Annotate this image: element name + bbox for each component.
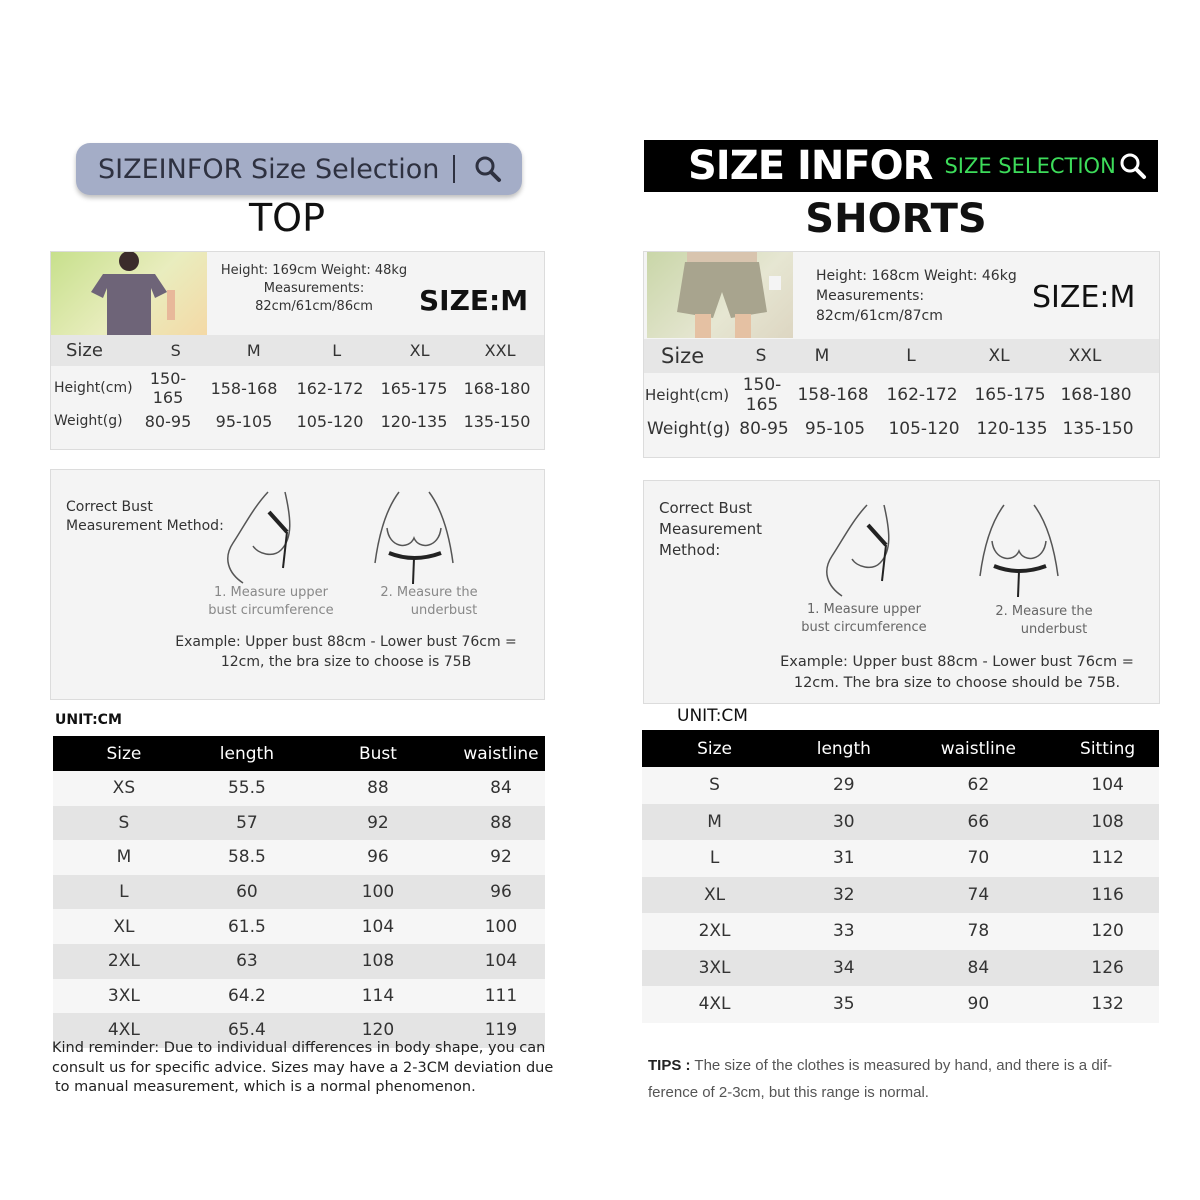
table-cell: 66 bbox=[900, 804, 1056, 841]
shorts-model-line2: Measurements: bbox=[816, 288, 925, 304]
top-bust-example bbox=[161, 632, 531, 672]
cell: 158-168 bbox=[797, 385, 869, 405]
size-header-cell: S bbox=[755, 346, 767, 366]
top-unit-label: UNIT:CM bbox=[55, 712, 122, 728]
top-model-line3: 82cm/61cm/86cm bbox=[255, 299, 373, 314]
table-cell: 2XL bbox=[642, 913, 787, 950]
cell: 120-135 bbox=[380, 411, 448, 431]
table-cell: 96 bbox=[457, 875, 545, 910]
example-line1: Example: Upper bust 88cm - Lower bust 76cm = bbox=[780, 654, 1134, 670]
cell: 150-165 bbox=[742, 375, 782, 415]
table-cell: M bbox=[642, 804, 787, 841]
table-row bbox=[53, 909, 545, 944]
col-header: Size bbox=[53, 736, 195, 771]
table-cell: 62 bbox=[900, 767, 1056, 804]
step1-caption bbox=[784, 601, 944, 637]
cell: 120-135 bbox=[976, 419, 1048, 439]
step2-line2: underbust bbox=[410, 603, 478, 618]
shorts-banner-main: SIZE INFOR bbox=[688, 143, 933, 189]
table-cell: 3XL bbox=[642, 950, 787, 987]
table-row bbox=[642, 804, 1159, 841]
top-measurement-table bbox=[53, 736, 545, 1048]
top-reminder bbox=[52, 1039, 572, 1098]
bust-title-line1: Correct Bust bbox=[66, 499, 153, 515]
table-cell: 2XL bbox=[53, 944, 195, 979]
example-line1: Example: Upper bust 88cm - Lower bust 76cm = bbox=[175, 634, 517, 650]
reminder-line2: consult us for specific advice. Sizes may have a 2-3CM deviation due bbox=[52, 1059, 554, 1076]
table-cell: 32 bbox=[787, 877, 900, 914]
cell: 158-168 bbox=[210, 378, 278, 398]
table-cell: 111 bbox=[457, 979, 545, 1014]
table-cell: XL bbox=[642, 877, 787, 914]
table-cell: 120 bbox=[299, 1013, 457, 1048]
row-label: Height(cm) bbox=[645, 386, 730, 404]
table-cell: XS bbox=[53, 771, 195, 806]
search-icon bbox=[473, 154, 503, 184]
col-header: Sitting bbox=[1056, 730, 1159, 767]
cell: 135-150 bbox=[463, 411, 531, 431]
table-row bbox=[642, 877, 1159, 914]
step2-line1: 2. Measure the bbox=[380, 585, 478, 600]
table-row bbox=[53, 806, 545, 841]
table-cell: 92 bbox=[457, 840, 545, 875]
top-size-header bbox=[51, 335, 544, 366]
table-cell: L bbox=[53, 875, 195, 910]
top-weight-row bbox=[51, 407, 544, 435]
table-cell: 34 bbox=[787, 950, 900, 987]
cell: 162-172 bbox=[296, 378, 364, 398]
reminder-line3: to manual measurement, which is a normal phenomenon. bbox=[55, 1079, 476, 1095]
table-cell: 60 bbox=[195, 875, 299, 910]
table-cell: 104 bbox=[299, 909, 457, 944]
table-row bbox=[53, 875, 545, 910]
table-row bbox=[642, 840, 1159, 877]
table-cell: 88 bbox=[299, 771, 457, 806]
table-cell: 132 bbox=[1056, 986, 1159, 1023]
size-header-cell: XL bbox=[409, 341, 430, 360]
shorts-unit-label: UNIT:CM bbox=[677, 706, 748, 726]
table-cell: S bbox=[642, 767, 787, 804]
table-cell: 120 bbox=[1056, 913, 1159, 950]
table-cell: 74 bbox=[900, 877, 1056, 914]
table-cell: 78 bbox=[900, 913, 1056, 950]
bust-title-line1: Correct Bust bbox=[659, 499, 753, 517]
table-row bbox=[642, 767, 1159, 804]
col-header: length bbox=[787, 730, 900, 767]
table-cell: 65.4 bbox=[195, 1013, 299, 1048]
table-row bbox=[642, 950, 1159, 987]
top-heading: TOP bbox=[248, 196, 326, 240]
step2-caption bbox=[359, 584, 499, 620]
table-cell: 84 bbox=[457, 771, 545, 806]
col-header: waistline bbox=[457, 736, 545, 771]
shorts-heading: SHORTS bbox=[805, 196, 987, 242]
table-cell: 58.5 bbox=[195, 840, 299, 875]
table-cell: 35 bbox=[787, 986, 900, 1023]
cell: 165-175 bbox=[974, 385, 1046, 405]
top-model-photo bbox=[51, 252, 207, 335]
top-model-figure bbox=[51, 252, 207, 335]
table-cell: XL bbox=[53, 909, 195, 944]
table-cell: S bbox=[53, 806, 195, 841]
size-header-cell: XXL bbox=[484, 341, 516, 360]
shorts-weight-row bbox=[644, 414, 1159, 444]
table-row bbox=[53, 771, 545, 806]
shorts-size-card bbox=[643, 251, 1160, 458]
top-bust-card bbox=[50, 469, 545, 700]
shorts-model-size: SIZE:M bbox=[1032, 280, 1136, 315]
size-header-cell: M bbox=[246, 341, 261, 360]
col-header: length bbox=[195, 736, 299, 771]
table-cell: 63 bbox=[195, 944, 299, 979]
tips-line2: ference of 2-3cm, but this range is normal. bbox=[648, 1084, 929, 1101]
cell: 105-120 bbox=[296, 411, 364, 431]
table-header-row bbox=[53, 736, 545, 771]
cell: 105-120 bbox=[888, 419, 960, 439]
table-cell: M bbox=[53, 840, 195, 875]
table-cell: 92 bbox=[299, 806, 457, 841]
shorts-banner bbox=[644, 140, 1158, 192]
table-cell: 64.2 bbox=[195, 979, 299, 1014]
table-cell: 108 bbox=[299, 944, 457, 979]
row-label: Weight(g) bbox=[54, 413, 123, 429]
top-table-body bbox=[53, 771, 545, 1048]
size-header-cell: XL bbox=[988, 346, 1010, 366]
table-cell: 88 bbox=[457, 806, 545, 841]
step1-line1: 1. Measure upper bbox=[806, 602, 921, 617]
shorts-measurement-table bbox=[642, 730, 1159, 1023]
cell: 135-150 bbox=[1062, 419, 1134, 439]
table-cell: 104 bbox=[457, 944, 545, 979]
size-header-cell: L bbox=[332, 341, 342, 360]
row-label: Height(cm) bbox=[54, 380, 133, 396]
table-cell: 4XL bbox=[642, 986, 787, 1023]
step1-line2: bust circumference bbox=[208, 603, 334, 618]
cell: 150-165 bbox=[149, 369, 187, 407]
shorts-size-header bbox=[644, 339, 1159, 373]
cell: 80-95 bbox=[144, 411, 192, 431]
cell: 168-180 bbox=[463, 378, 531, 398]
cell: 80-95 bbox=[739, 419, 789, 439]
table-cell: 90 bbox=[900, 986, 1056, 1023]
table-cell: 100 bbox=[457, 909, 545, 944]
table-row bbox=[642, 986, 1159, 1023]
size-header-cell: L bbox=[906, 346, 916, 366]
top-model-line1: Height: 169cm Weight: 48kg bbox=[220, 263, 408, 278]
col-header: Size bbox=[642, 730, 787, 767]
cell: 95-105 bbox=[215, 411, 273, 431]
example-line2: 12cm, the bra size to choose is 75B bbox=[220, 654, 472, 670]
size-header-cell: Size bbox=[661, 344, 705, 368]
table-cell: 70 bbox=[900, 840, 1056, 877]
table-cell: 55.5 bbox=[195, 771, 299, 806]
tips-line1: The size of the clothes is measured by hand, and there is a dif- bbox=[694, 1057, 1113, 1074]
shorts-banner-sub: SIZE SELECTION bbox=[944, 154, 1116, 178]
shorts-tips bbox=[648, 1052, 1148, 1106]
table-cell: 30 bbox=[787, 804, 900, 841]
size-header-cell: S bbox=[170, 341, 181, 360]
shorts-bust-card bbox=[643, 480, 1160, 704]
reminder-line1: Kind reminder: Due to individual differences in body shape, you can bbox=[52, 1040, 546, 1056]
table-cell: L bbox=[642, 840, 787, 877]
bust-title-line2: Measurement bbox=[659, 520, 762, 538]
cell: 162-172 bbox=[886, 385, 958, 405]
col-header: waistline bbox=[900, 730, 1056, 767]
step2-caption bbox=[974, 603, 1114, 639]
underbust-illustration bbox=[369, 488, 459, 588]
top-size-card bbox=[50, 251, 545, 450]
shorts-model-info bbox=[816, 266, 1026, 326]
table-cell: 31 bbox=[787, 840, 900, 877]
step1-line2: bust circumference bbox=[801, 620, 927, 635]
cell: 168-180 bbox=[1060, 385, 1132, 405]
table-row bbox=[53, 840, 545, 875]
table-cell: 116 bbox=[1056, 877, 1159, 914]
cell: 95-105 bbox=[804, 419, 866, 439]
top-banner bbox=[76, 143, 522, 195]
top-bust-title bbox=[66, 498, 224, 536]
top-model-size: SIZE:M bbox=[419, 284, 529, 317]
shorts-bust-example bbox=[762, 652, 1152, 694]
example-line2: 12cm. The bra size to choose should be 75B. bbox=[793, 675, 1121, 691]
top-model-info bbox=[209, 262, 419, 316]
step1-caption bbox=[191, 584, 351, 620]
table-cell: 29 bbox=[787, 767, 900, 804]
table-cell: 100 bbox=[299, 875, 457, 910]
shorts-model-figure bbox=[647, 252, 793, 338]
bust-title-line3: Method: bbox=[659, 541, 721, 559]
size-header-cell: XXL bbox=[1068, 346, 1102, 366]
shorts-table-body bbox=[642, 767, 1159, 1023]
top-banner-text: SIZEINFOR Size Selection bbox=[98, 153, 440, 185]
bust-title-line2: Measurement Method: bbox=[66, 518, 224, 534]
top-model-line2: Measurements: bbox=[263, 281, 365, 296]
size-header-cell: M bbox=[814, 346, 830, 366]
banner-divider bbox=[453, 155, 455, 183]
table-cell: 61.5 bbox=[195, 909, 299, 944]
table-cell: 96 bbox=[299, 840, 457, 875]
table-cell: 3XL bbox=[53, 979, 195, 1014]
table-cell: 33 bbox=[787, 913, 900, 950]
table-row bbox=[642, 913, 1159, 950]
table-header-row bbox=[642, 730, 1159, 767]
table-cell: 57 bbox=[195, 806, 299, 841]
table-cell: 108 bbox=[1056, 804, 1159, 841]
step1-line1: 1. Measure upper bbox=[213, 585, 328, 600]
table-cell: 112 bbox=[1056, 840, 1159, 877]
shorts-model-line1: Height: 168cm Weight: 46kg bbox=[816, 268, 1017, 284]
table-cell: 119 bbox=[457, 1013, 545, 1048]
table-row bbox=[53, 979, 545, 1014]
shorts-height-row bbox=[644, 375, 1159, 415]
table-cell: 104 bbox=[1056, 767, 1159, 804]
size-header-cell: Size bbox=[66, 340, 103, 361]
row-label: Weight(g) bbox=[647, 419, 731, 439]
table-cell: 114 bbox=[299, 979, 457, 1014]
table-cell: 84 bbox=[900, 950, 1056, 987]
col-header: Bust bbox=[299, 736, 457, 771]
shorts-model-photo bbox=[647, 252, 793, 338]
cell: 165-175 bbox=[380, 378, 448, 398]
upper-bust-illustration bbox=[213, 488, 303, 588]
shorts-bust-title bbox=[659, 498, 762, 561]
underbust-illustration bbox=[974, 501, 1064, 601]
shorts-model-line3: 82cm/61cm/87cm bbox=[816, 308, 943, 324]
tips-label: TIPS : bbox=[648, 1057, 691, 1074]
step2-line1: 2. Measure the bbox=[995, 604, 1093, 619]
search-icon bbox=[1118, 151, 1148, 181]
table-cell: 126 bbox=[1056, 950, 1159, 987]
table-row bbox=[53, 944, 545, 979]
step2-line2: underbust bbox=[1020, 622, 1088, 637]
top-height-row bbox=[51, 369, 544, 407]
upper-bust-illustration bbox=[812, 501, 902, 601]
table-cell: 4XL bbox=[53, 1013, 195, 1048]
